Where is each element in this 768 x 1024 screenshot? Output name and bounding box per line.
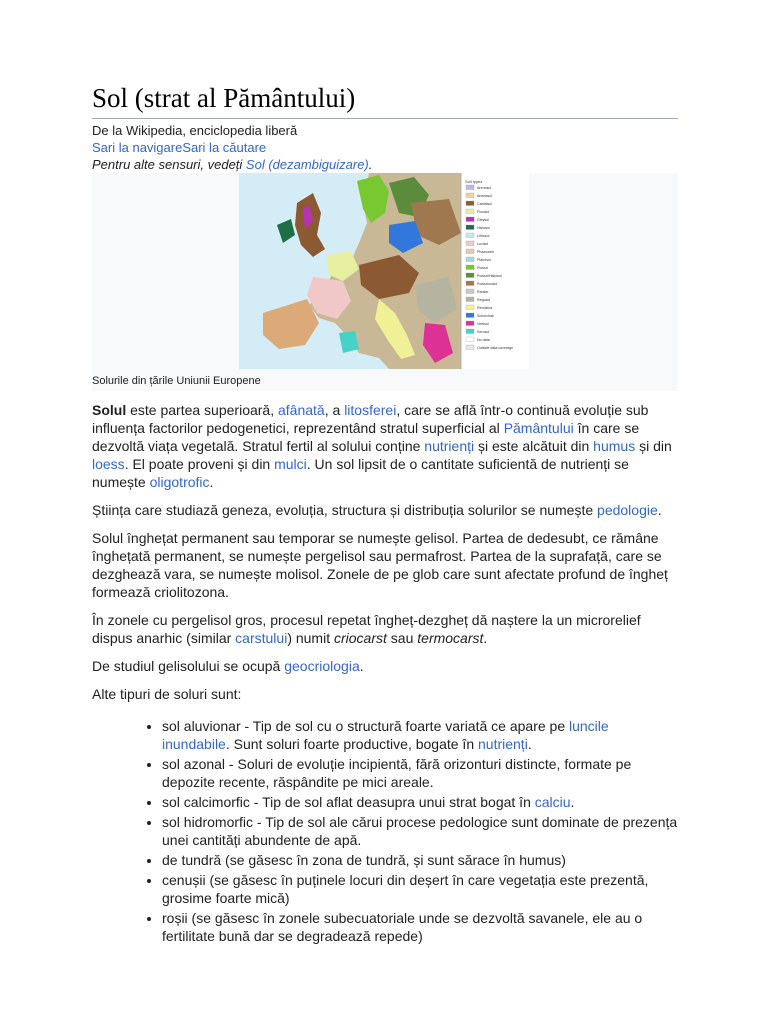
site-subtitle: De la Wikipedia, enciclopedia liberă [92, 123, 298, 138]
legend-swatch [466, 225, 474, 230]
link-afanata[interactable]: afânată [278, 402, 325, 418]
paragraph-other-types: Alte tipuri de soluri sunt: [92, 686, 242, 702]
legend-swatch [466, 305, 474, 310]
list-item: • de tundră (se găsesc în zona de tundră, și sunt sărace în humus) [162, 851, 678, 869]
legend-label: Ranker [477, 290, 489, 294]
article [92, 80, 678, 947]
link-loess[interactable]: loess [92, 456, 125, 472]
legend-label: Fluvisol [477, 210, 490, 214]
legend-label: Phaeozem [477, 250, 495, 254]
soil-map-figure [92, 173, 678, 391]
link-humus[interactable]: humus [593, 438, 636, 454]
legend-label: No data [477, 338, 490, 342]
link-luncile-inundabile[interactable]: luncile inundabile [162, 718, 609, 752]
list-item: • sol aluvionar - Tip de sol cu o structură foarte variată ce apare pe luncile inundabile. Sunt soluri foarte productive, bogate în nutrienți. [162, 717, 678, 753]
legend-label: Histosol [477, 226, 490, 230]
legend-swatch [466, 289, 474, 294]
soil-map-image[interactable] [239, 173, 529, 369]
legend-swatch [466, 265, 474, 270]
legend-label: Anenasol [477, 194, 492, 198]
figure-caption: Solurile din țările Uniunii Europene [92, 375, 261, 387]
legend-label: Regosol [477, 298, 491, 302]
jump-links [92, 139, 678, 156]
paragraph-gelisol: Solul înghețat permanent sau temporar se numește gelisol. Partea de dedesubt, ce rămâne înghețată permanent, se numește pergelisol sau permafrost. Partea de la suprafață, care se dezghează vara, se numește molisol. Zonele de pe glob care sunt afectate profund de îngheț formează criolitozona. [92, 530, 668, 600]
list-item: • sol hidromorfic - Tip de sol ale cărui procese pedologice sunt dominate de prezența unei cantități abundente de apă. [162, 813, 678, 849]
legend-swatch [466, 345, 474, 350]
link-litosferei[interactable]: litosferei [344, 402, 397, 418]
legend-swatch [466, 297, 474, 302]
legend-swatch [466, 281, 474, 286]
legend-label: Xerosol [477, 330, 490, 334]
legend-label: Gleysol [477, 218, 489, 222]
legend-swatch [466, 209, 474, 214]
page-title: Sol (strat al Pământului) [92, 80, 678, 119]
legend-swatch [466, 241, 474, 246]
paragraph-intro: Solul este partea superioară, afânată, a litosferei, care se află într-o continuă evoluție sub influența factorilor pedogenetici, reprezentând stratul superficial al Pământului în care se dezvoltă viața vegetală. Stratul fertil al solului conține nutrienți și este alcătuit din humus și din loess. El poate proveni și din mulci. Un sol lipsit de o cantitate suficientă de nutrienți se numește oligotrofic. [92, 402, 672, 490]
disambiguation-link[interactable]: Sol (dezambiguizare) [245, 157, 369, 172]
legend-label: Podzoluvisol [477, 282, 498, 286]
soil-types-list [92, 717, 678, 945]
legend-swatch [466, 273, 474, 278]
legend-label: Outside data coverage [477, 346, 514, 350]
legend-swatch [466, 257, 474, 262]
legend-swatch [466, 193, 474, 198]
legend-label: Solonchak [477, 314, 494, 318]
link-carstului[interactable]: carstului [235, 630, 288, 646]
legend-swatch [466, 337, 474, 342]
list-item: • cenușii (se găsesc în puținele locuri din deșert în care vegetația este prezentă, grosime foarte mică) [162, 871, 678, 907]
legend-swatch [466, 233, 474, 238]
legend-swatch [466, 249, 474, 254]
link-oligotrofic[interactable]: oligotrofic [149, 474, 210, 490]
legend-swatch [466, 329, 474, 334]
list-item: • sol azonal - Soluri de evoluție incipientă, fără orizonturi distincte, formate pe depozite recente, răspândite pe mici areale. [162, 755, 678, 791]
legend-title: Soil types [465, 179, 483, 184]
legend-label: Rendzina [477, 306, 493, 310]
legend-label: Podzol/Histosol [477, 274, 502, 278]
legend-label: Planosol [477, 258, 491, 262]
legend-swatch [466, 313, 474, 318]
legend-swatch [466, 185, 474, 190]
jump-to-search-link[interactable]: Sari la căutare [182, 140, 267, 155]
link-mulci[interactable]: mulci [274, 456, 307, 472]
link-pedologie[interactable]: pedologie [597, 502, 658, 518]
legend-swatch [466, 321, 474, 326]
legend-swatch [466, 201, 474, 206]
list-item: • roșii (se găsesc în zonele subecuatoriale unde se dezvoltă savanele, ele au o fertilitate bună dar se degradează repede) [162, 909, 678, 945]
jump-to-navigation-link[interactable]: Sari la navigare [92, 140, 183, 155]
paragraph-pedology: Știința care studiază geneza, evoluția, structura și distribuția solurilor se numește pedologie. [92, 502, 662, 518]
link-geocriologia[interactable]: geocriologia [284, 658, 360, 674]
link-nutrienti[interactable]: nutrienți [424, 438, 475, 454]
legend-label: Vertisol [477, 322, 489, 326]
hatnote: Pentru alte sensuri, vedeți Sol (dezambiguizare). [92, 157, 373, 172]
list-item: • sol calcimorfic - Tip de sol aflat deasupra unui strat bogat în calciu. [162, 793, 678, 811]
legend-label: Cambisol [477, 202, 492, 206]
legend-label: Podzol [477, 266, 488, 270]
link-calciu[interactable]: calciu [534, 794, 571, 810]
link-pamantului[interactable]: Pământului [503, 420, 574, 436]
legend-label: Arenosol [477, 186, 492, 190]
link-nutrienti-list[interactable]: nutrienți [478, 736, 528, 752]
paragraph-criocarst: În zonele cu pergelisol gros, procesul repetat îngheț-dezgheț dă naștere la un microrelief dispus anarhic (similar carstului) numit criocarst sau termocarst. [92, 612, 641, 646]
legend-label: Lithosol [477, 234, 490, 238]
legend-label: Luvisol [477, 242, 489, 246]
legend-swatch [466, 217, 474, 222]
paragraph-geocriologia: De studiul gelisolului se ocupă geocriologia. [92, 658, 364, 674]
